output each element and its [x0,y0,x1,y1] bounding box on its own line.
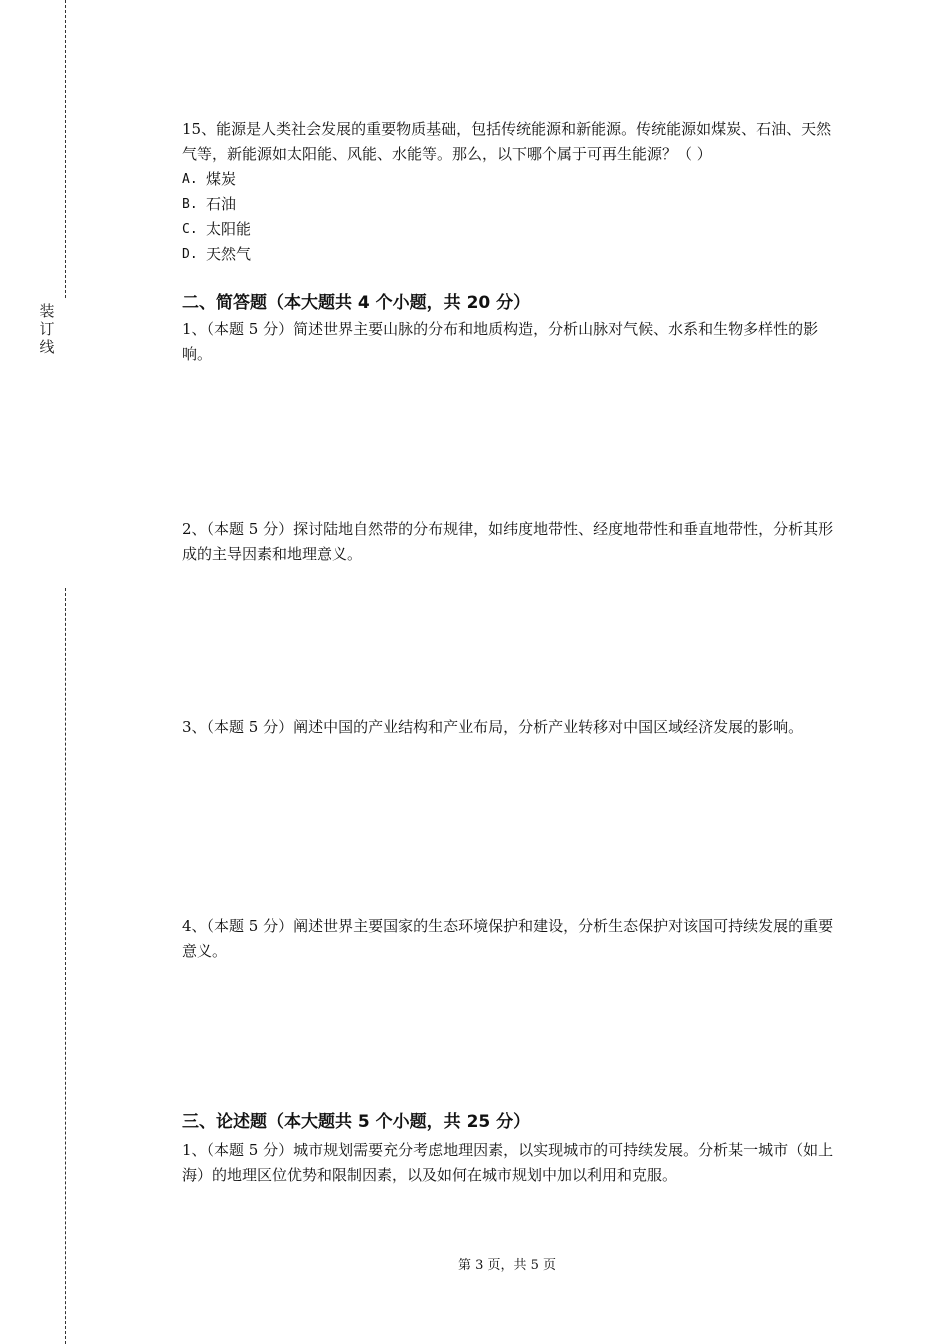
option-letter: B. [182,197,198,212]
option-text: 太阳能 [206,220,252,238]
essay-question-1: 1、（本题 5 分）城市规划需要充分考虑地理因素，以实现城市的可持续发展。分析某一城市（如上海）的地理区位优势和限制因素，以及如何在城市规划中加以利用和克服。 [182,1141,834,1184]
binding-dashed-line-bottom [65,588,66,1344]
binding-char: 装 [39,302,55,320]
section-2-title: 二、简答题（本大题共 4 个小题，共 20 分） [182,293,531,313]
option-a [182,167,842,192]
question-15-stem: 15、能源是人类社会发展的重要物质基础，包括传统能源和新能源。传统能源如煤炭、石油、天然气等，新能源如太阳能、风能、水能等。那么，以下哪个属于可再生能源？（ ） [182,120,832,163]
page-number: 第 3 页，共 5 页 [457,1258,557,1273]
binding-dashed-line-top [65,0,66,298]
option-letter: D. [182,247,198,262]
short-answer-question-4: 4、（本题 5 分）阐述世界主要国家的生态环境保护和建设，分析生态保护对该国可持续发展的重要意义。 [182,917,834,960]
option-text: 天然气 [206,245,252,263]
section-3-title: 三、论述题（本大题共 5 个小题，共 25 分） [182,1112,531,1132]
option-text: 石油 [206,195,237,213]
binding-char: 订 [39,320,55,338]
short-answer-question-3: 3、（本题 5 分）阐述中国的产业结构和产业布局，分析产业转移对中国区域经济发展的影响。 [182,718,804,736]
option-text: 煤炭 [206,170,237,188]
option-letter: A. [182,172,198,187]
short-answer-question-1: 1、（本题 5 分）简述世界主要山脉的分布和地质构造，分析山脉对气候、水系和生物多样性的影响。 [182,320,819,363]
question-15 [182,117,842,267]
short-answer-question-2: 2、（本题 5 分）探讨陆地自然带的分布规律，如纬度地带性、经度地带性和垂直地带性，分析其形成的主导因素和地理意义。 [182,520,834,563]
option-b [182,192,842,217]
option-letter: C. [182,222,198,237]
binding-line-label [37,302,57,356]
option-c [182,217,842,242]
binding-char: 线 [39,338,55,356]
option-d [182,242,842,267]
